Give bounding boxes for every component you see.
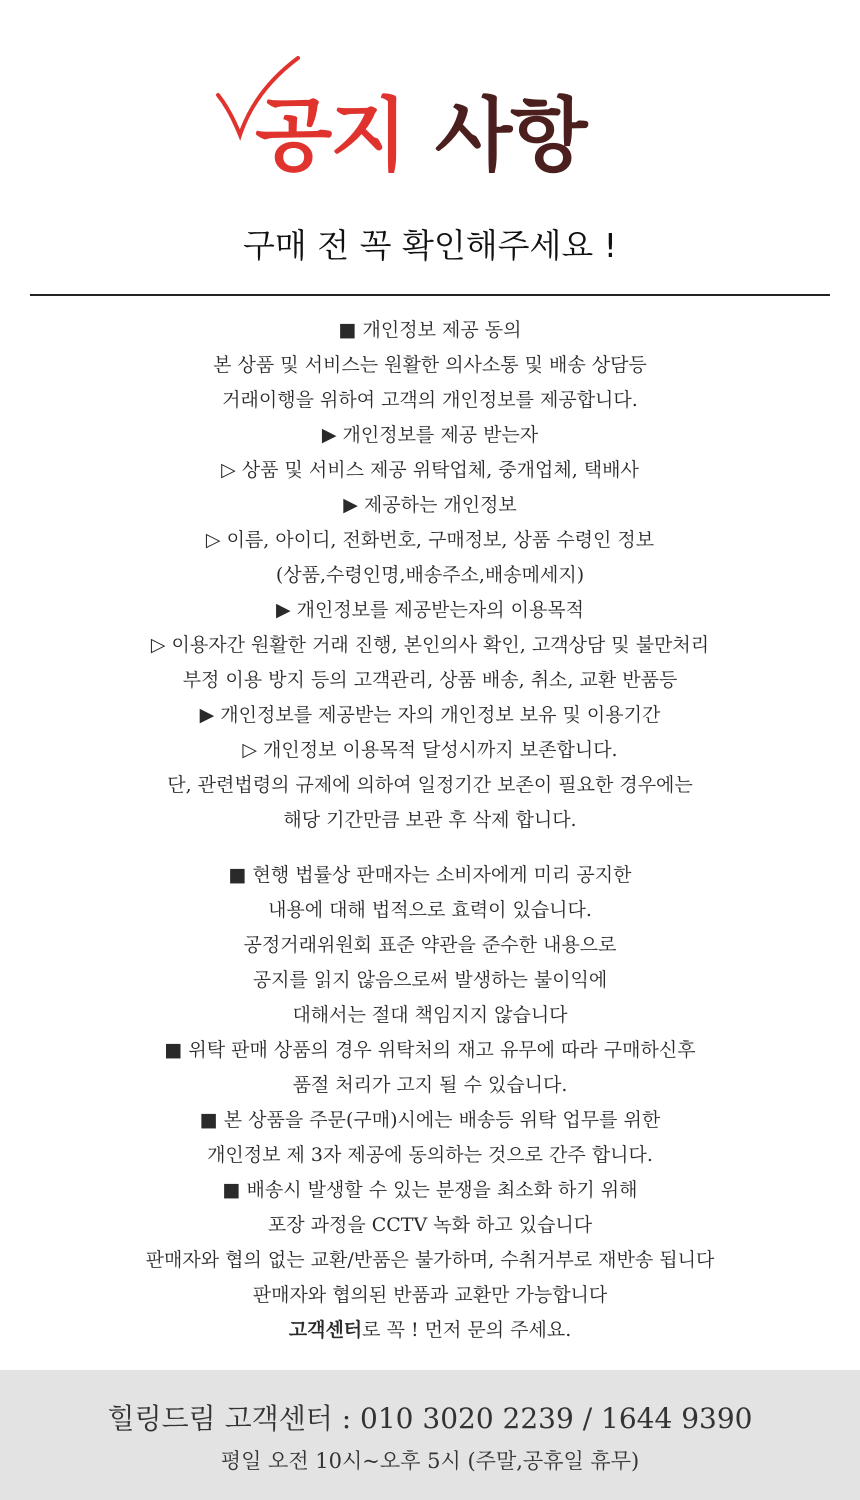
- notice-line: 품절 처리가 고지 될 수 있습니다.: [292, 1074, 568, 1096]
- notice-line: 공지를 읽지 않음으로써 발생하는 불이익에: [252, 969, 608, 991]
- notice-line: 부정 이용 방지 등의 고객관리, 상품 배송, 취소, 교환 반품등: [182, 669, 678, 691]
- notice-line: ■ 배송시 발생할 수 있는 분쟁을 최소화 하기 위해: [222, 1179, 638, 1201]
- notice-line: ▷ 상품 및 서비스 제공 위탁업체, 중개업체, 택배사: [221, 459, 639, 481]
- contact-first-rest: 로 꼭 ! 먼저 문의 주세요.: [362, 1319, 572, 1341]
- notice-line: ▷ 개인정보 이용목적 달성시까지 보존합니다.: [242, 739, 618, 761]
- notice-line: 포장 과정을 CCTV 녹화 하고 있습니다: [267, 1214, 593, 1236]
- business-hours: 평일 오전 10시~오후 5시 (주말,공휴일 휴무): [220, 1449, 640, 1473]
- notice-line: 거래이행을 위하여 고객의 개인정보를 제공합니다.: [222, 389, 638, 411]
- notice-line: ■ 현행 법률상 판매자는 소비자에게 미리 공지한: [228, 864, 632, 886]
- title-gongji: 공지: [255, 89, 406, 182]
- notice-line: 개인정보 제 3자 제공에 동의하는 것으로 간주 합니다.: [207, 1144, 653, 1166]
- notice-line: ▶ 개인정보를 제공받는자의 이용목적: [275, 599, 585, 621]
- notice-line: 내용에 대해 법적으로 효력이 있습니다.: [268, 899, 592, 921]
- privacy-consent-section: [0, 313, 860, 838]
- notice-logo: [210, 50, 630, 200]
- contact-first-line: [0, 1313, 860, 1348]
- notice-line: 공정거래위원회 표준 약관을 준수한 내용으로: [243, 934, 617, 956]
- notice-line: ▶ 개인정보를 제공받는 자의 개인정보 보유 및 이용기간: [199, 704, 661, 726]
- divider: [30, 294, 830, 296]
- notice-line: 단, 관련법령의 규제에 의하여 일정기간 보존이 필요한 경우에는: [167, 774, 693, 796]
- section-gap: [0, 838, 860, 858]
- notice-line: 대해서는 절대 책임지지 않습니다: [292, 1004, 568, 1026]
- notice-line: ▶ 제공하는 개인정보: [343, 494, 517, 516]
- notice-line: ■ 위탁 판매 상품의 경우 위탁처의 재고 유무에 따라 구매하신후: [164, 1039, 696, 1061]
- title-sahang: 사항: [435, 89, 586, 182]
- policy-section: [0, 858, 860, 1313]
- notice-line: 판매자와 협의된 반품과 교환만 가능합니다: [252, 1284, 608, 1306]
- notice-line: ■ 본 상품을 주문(구매)시에는 배송등 위탁 업무를 위한: [199, 1109, 661, 1131]
- notice-line: ▶ 개인정보를 제공 받는자: [321, 424, 539, 446]
- notice-line: (상품,수령인명,배송주소,배송메세지): [275, 564, 585, 586]
- notice-line: 본 상품 및 서비스는 원활한 의사소통 및 배송 상담등: [213, 354, 647, 376]
- notice-line: ▷ 이용자간 원활한 거래 진행, 본인의사 확인, 고객상담 및 불만처리: [150, 634, 710, 656]
- notice-header: [0, 0, 860, 300]
- notice-line: 해당 기간만큼 보관 후 삭제 합니다.: [283, 809, 577, 831]
- customer-center-footer: [0, 1370, 860, 1500]
- customer-center-strong: 고객센터: [288, 1319, 363, 1341]
- notice-body: [0, 313, 860, 1348]
- notice-line: ▷ 이름, 아이디, 전화번호, 구매정보, 상품 수령인 정보: [205, 529, 655, 551]
- page-subtitle: 구매 전 꼭 확인해주세요 !: [243, 226, 617, 265]
- notice-line: 판매자와 협의 없는 교환/반품은 불가하며, 수취거부로 재반송 됩니다: [145, 1249, 715, 1271]
- notice-line: ■ 개인정보 제공 동의: [338, 319, 522, 341]
- customer-center-contact: 힐링드림 고객센터 : 010 3020 2239 / 1644 9390: [107, 1402, 753, 1435]
